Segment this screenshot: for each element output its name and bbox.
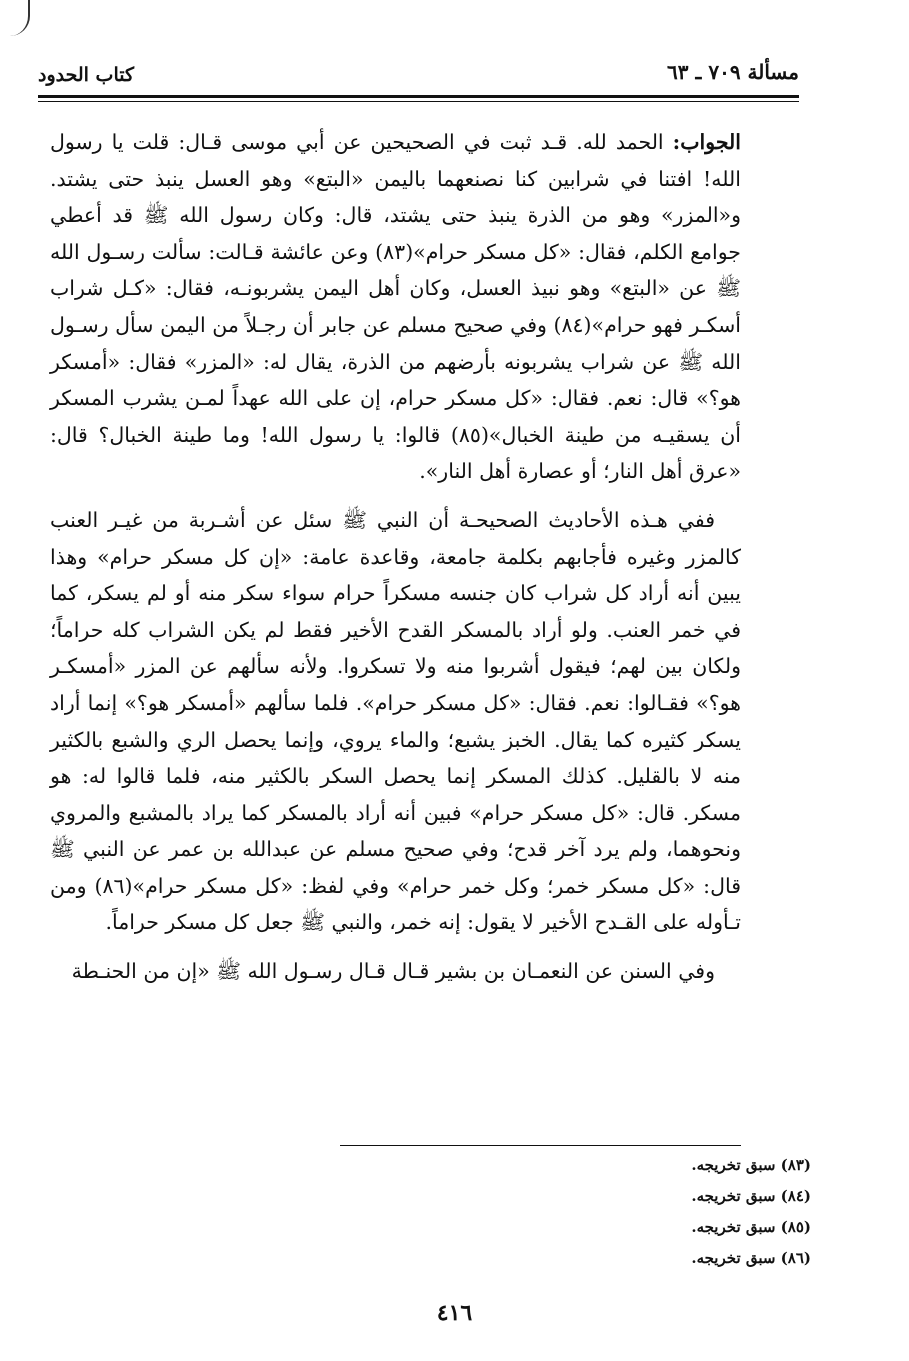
- answer-text: الحمد لله. قـد ثبت في الصحيحين عن أبي موسى قـال: قلت يا رسول الله! افتنا في شرابين كنا نصنعهما باليمن «البتع» وهو العسل ينبذ حتى يشتد. و«المزر» وهو من الذرة ينبذ حتى يشتد، قال: وكان رسول الله ﷺ قد أعطي جوامع الكلم، فقال: «كل مسكر حرام»(٨٣) وعن عائشة قـالت: سألت رسـول الله ﷺ عن «البتع» وهو نبيذ العسل، وكان أهل اليمن يشربونـه، فقال: «كـل شراب أسكـر فهو حرام»(٨٤) وفي صحيح مسلم عن جابر أن رجـلاً من اليمن سأل رسـول الله ﷺ عن شراب يشربونه بأرضهم من الذرة، يقال له: «المزر» فقال: «أمسكر هو؟» قال: نعم. فقال: «كل مسكر حرام، إن على الله عهداً لمـن يشرب المسكر أن يسقيـه من طينة الخبال»(٨٥) قالوا: يا رسول الله! وما طينة الخبال؟ قال: «عرق أهل النار؛ أو عصارة أهل النار».: [50, 130, 742, 484]
- paragraph-commentary: ففي هـذه الأحاديث الصحيحـة أن النبي ﷺ سئل عن أشـربة من غيـر العنب كالمزر وغيره فأجابهم بكلمة جامعة، وقاعدة عامة: «إن كل مسكر حرام» وهذا يبين أنه أراد كل شراب كان جنسه مسكراً حرام سواء سكر منه أو لم يسكر، كما في خمر العنب. ولو أراد بالمسكر القدح الأخير فقط لم يكن الشراب كله حراماً؛ ولكان بين لهم؛ فيقول أشربوا منه ولا تسكروا. ولأنه سألهم عن المزر «أمسكـر هو؟» فقـالوا: نعم. فقال: «كل مسكر حرام». فلما سألهم «أمسكر هو؟» إنما أراد يسكر كثيره كما يقال. الخبز يشبع؛ والماء يروي، وإنما يحصل الري والشبع بالكثير منه لا بالقليل. كذلك المسكر إنما يحصل السكر بالكثير منه، فلما قالوا له: هو مسكر. قال: «كل مسكر حرام» فبين أنه أراد بالمسكر كما يراد بالمشبع والمروي ونحوهما، ولم يرد آخر قدح؛ وفي صحيح مسلم عن عبدالله بن عمر عن النبي ﷺ قال: «كل مسكر خمر؛ وكل خمر حرام» وفي لفظ: «كل مسكر حرام»(٨٦) ومن تـأوله على القـدح الأخير لا يقول: إنه خمر، والنبي ﷺ جعل كل مسكر حراماً.: [50, 507, 742, 935]
- paragraph-answer: [50, 124, 741, 490]
- answer-lead: الجواب:: [672, 130, 741, 154]
- footnote-86: (٨٦) سبق تخريجه.: [691, 1249, 811, 1267]
- header-rule-thick: [38, 95, 799, 98]
- footnotes: [511, 1150, 811, 1274]
- scan-corner-mark: [8, 0, 30, 36]
- footnote-separator: [340, 1145, 741, 1146]
- paragraph-sunan: وفي السنن عن النعمـان بن بشير قـال قـال رسـول الله ﷺ «إن من الحنـطة: [71, 959, 715, 984]
- page-number: ٤١٦: [436, 1300, 473, 1326]
- footnote-85: (٨٥) سبق تخريجه.: [691, 1218, 811, 1236]
- page-header: [38, 56, 799, 96]
- main-text: [50, 124, 741, 990]
- book-section-title: كتاب الحدود: [38, 64, 135, 86]
- footnote-83: (٨٣) سبق تخريجه.: [691, 1156, 811, 1174]
- header-rule-thin: [38, 101, 799, 102]
- footnote-84: (٨٤) سبق تخريجه.: [691, 1187, 811, 1205]
- issue-number-title: مسألة ٧٠٩ ـ ٦٣: [667, 60, 799, 84]
